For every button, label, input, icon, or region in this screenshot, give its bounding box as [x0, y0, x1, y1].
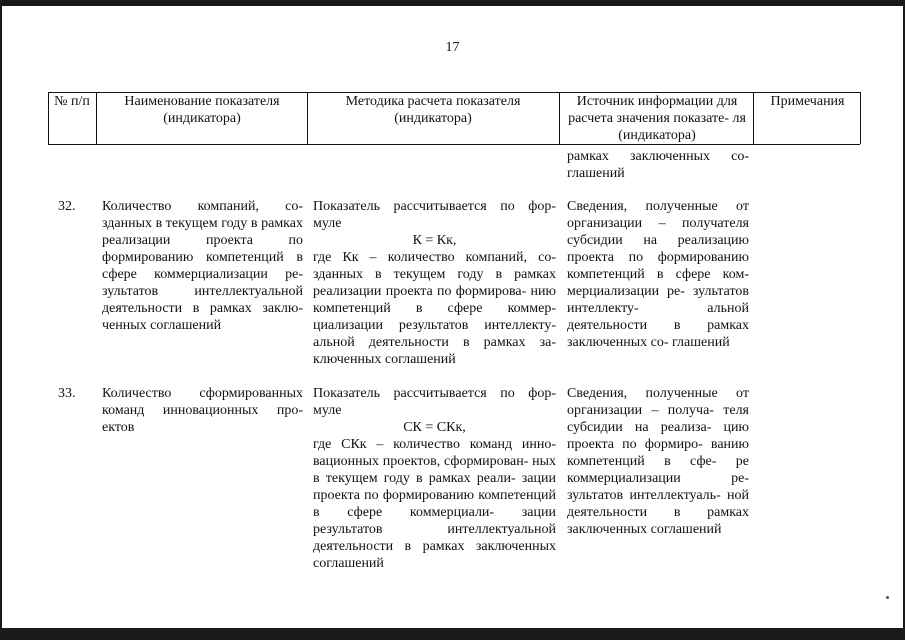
page-number: 17 — [445, 40, 460, 55]
header-method: Методика расчета показателя (индикатора) — [345, 94, 521, 126]
method-intro: Показатель рассчитывается по фор- муле — [313, 199, 556, 231]
header-source: Источник информации для расчета значения показате- ля (индикатора) — [568, 94, 746, 143]
header-name: Наименование показателя (индикатора) — [124, 94, 280, 126]
indicator-name: Количество компаний, со- зданных в текущем году в рамках реализации проекта по формированию компетенций в сфере коммерциализации ре- зультатов интеллектуальной деятельности в рамках заклю- ченных соглашений — [102, 199, 303, 333]
information-source: Сведения, полученные от организации – получателя субсидии на реализацию проекта по формированию компетенций в сфере ком- мерциализации ре- зультатов интеллекту- альной деятельности в рамках заключенных со- глашений — [567, 199, 749, 350]
scan-border-bottom — [0, 628, 905, 640]
table-col-border — [860, 92, 861, 144]
table-col-border — [559, 92, 560, 144]
method-intro: Показатель рассчитывается по фор- муле — [313, 386, 556, 418]
method-description: где СКк – количество команд инно- вационных проектов, сформирован- ных в текущем году в рамках реали- зации проекта по формированию компетенций в сфере коммерциали- зации результатов интеллектуальной деятельности в рамках заключенных соглашений — [313, 437, 556, 571]
method-description: где Кк – количество компаний, со- зданных в текущем году в рамках реализации проекта по формирова- нию компетенций в сфере коммер- циализации результатов интеллекту- альной деятельности в рамках за- ключенных соглашений — [313, 250, 556, 367]
indicator-name: Количество сформированных команд инновационных про- ектов — [102, 386, 303, 435]
scan-border-top — [0, 0, 905, 6]
row-number: 32. — [58, 199, 76, 214]
table-header-bottom-border — [48, 144, 860, 145]
formula: СК = СКк, — [403, 420, 466, 435]
scan-speck — [886, 596, 889, 599]
calculation-method — [313, 385, 556, 572]
calculation-method — [313, 198, 556, 368]
header-number: № п/п — [54, 94, 90, 109]
row-number: 33. — [58, 386, 76, 401]
header-notes: Примечания — [770, 94, 845, 109]
formula: К = Кк, — [412, 233, 457, 248]
source-continuation: рамках заключенных со- глашений — [567, 149, 749, 181]
table-col-border — [307, 92, 308, 144]
table-col-border — [48, 92, 49, 144]
scan-border-left — [0, 0, 2, 640]
table-col-border — [753, 92, 754, 144]
information-source: Сведения, полученные от организации – получа- теля субсидии на реализа- цию проекта по формиро- ванию компетенций в сфе- ре коммерциализации ре- зультатов интеллектуаль- ной деятельности в рамках заключенных соглашений — [567, 386, 749, 537]
table-col-border — [96, 92, 97, 144]
